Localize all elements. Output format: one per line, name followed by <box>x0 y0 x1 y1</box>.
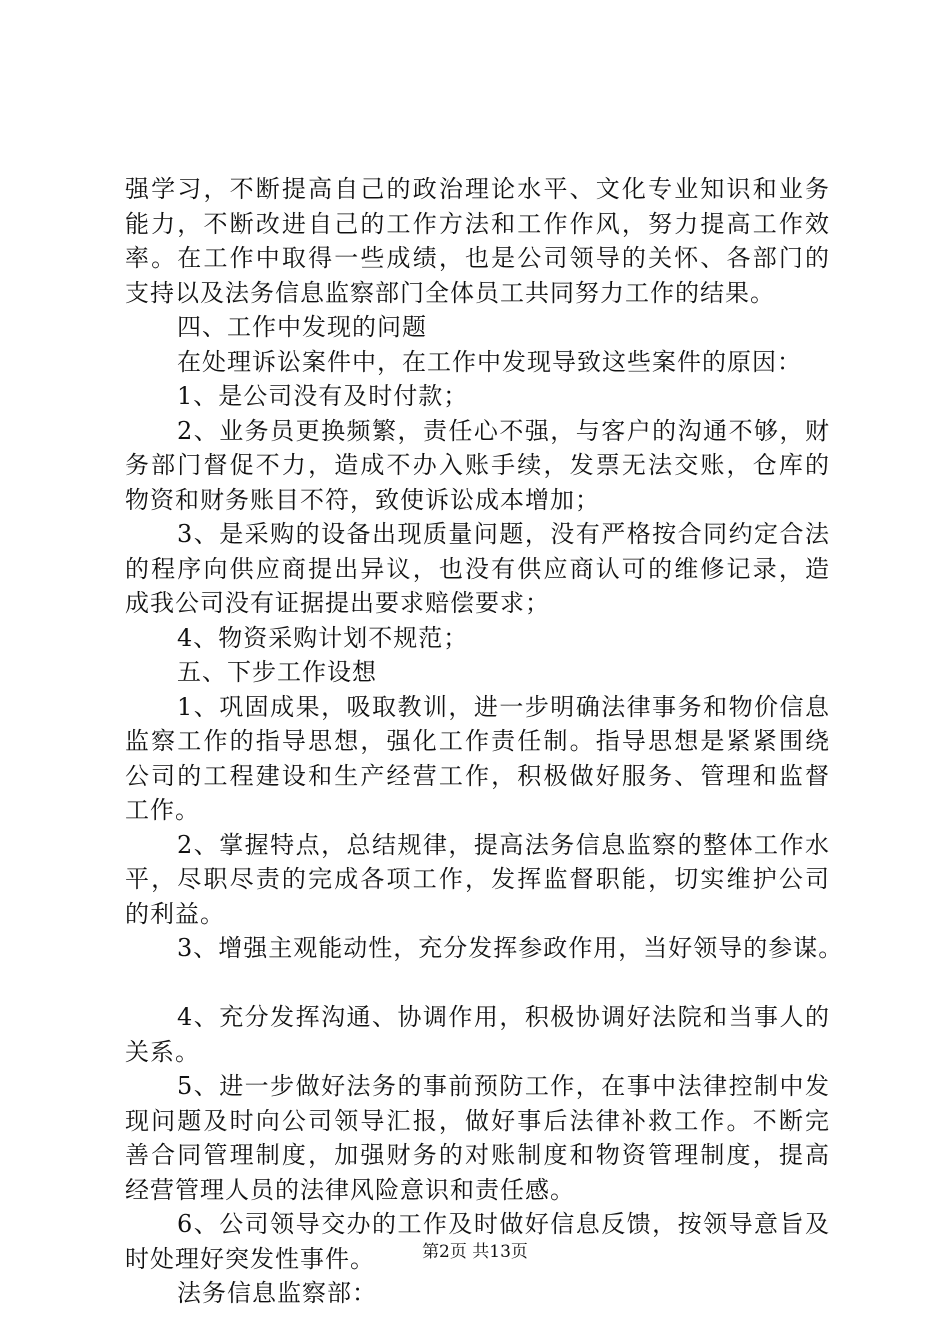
text-line: 率。在工作中取得一些成绩，也是公司领导的关怀、各部门的 <box>125 244 830 272</box>
text-line: 4、充分发挥沟通、协调作用，积极协调好法院和当事人的 <box>177 1003 830 1031</box>
text-line: 工作。 <box>125 796 200 824</box>
text-line: 法务信息监察部： <box>177 1279 377 1307</box>
text-line: 平，尽职尽责的完成各项工作，发挥监督职能，切实维护公司 <box>125 865 830 893</box>
text-line: 的利益。 <box>125 899 225 928</box>
text-line: 1、巩固成果，吸取教训，进一步明确法律事务和物价信息 <box>177 692 830 721</box>
text-line: 3、是采购的设备出现质量问题，没有严格按合同约定合法 <box>177 520 830 548</box>
text-line: 现问题及时向公司领导汇报，做好事后法律补救工作。不断完 <box>125 1106 830 1135</box>
text-line: 五、下步工作设想 <box>177 658 377 686</box>
document-body <box>125 172 844 1311</box>
text-line: 5、进一步做好法务的事前预防工作，在事中法律控制中发 <box>177 1072 830 1100</box>
text-line: 监察工作的指导思想，强化工作责任制。指导思想是紧紧围绕 <box>125 727 830 755</box>
text-line: 的程序向供应商提出异议，也没有供应商认可的维修记录，造 <box>125 554 830 583</box>
text-line: 四、工作中发现的问题 <box>177 313 427 341</box>
text-line: 时处理好突发性事件。 <box>125 1244 375 1273</box>
text-line: 善合同管理制度，加强财务的对账制度和物资管理制度，提高 <box>125 1141 830 1169</box>
text-line: 6、公司领导交办的工作及时做好信息反馈，按领导意旨及 <box>177 1210 830 1238</box>
blank-line <box>125 966 830 1001</box>
text-line: 4、物资采购计划不规范； <box>177 623 469 652</box>
text-line: 2、掌握特点，总结规律，提高法务信息监察的整体工作水 <box>177 830 830 859</box>
text-line: 在处理诉讼案件中，在工作中发现导致这些案件的原因： <box>177 347 802 376</box>
text-line: 成我公司没有证据提出要求赔偿要求； <box>125 589 550 617</box>
page-footer: 第2页 共13页 <box>422 1242 528 1262</box>
text-line: 强学习，不断提高自己的政治理论水平、文化专业知识和业务 <box>125 175 830 203</box>
text-line: 支持以及法务信息监察部门全体员工共同努力工作的结果。 <box>125 278 775 307</box>
text-line: 公司的工程建设和生产经营工作，积极做好服务、管理和监督 <box>125 761 830 790</box>
text-line: 物资和财务账目不符，致使诉讼成本增加； <box>125 485 600 514</box>
text-line: 经营管理人员的法律风险意识和责任感。 <box>125 1175 575 1204</box>
text-line: 关系。 <box>125 1037 200 1066</box>
text-line: 能力，不断改进自己的工作方法和工作作风，努力提高工作效 <box>125 209 830 238</box>
text-line: 务部门督促不力，造成不办入账手续，发票无法交账，仓库的 <box>125 451 830 479</box>
text-line: 1、是公司没有及时付款； <box>177 382 469 410</box>
text-line: 2、业务员更换频繁，责任心不强，与客户的沟通不够，财 <box>177 416 830 445</box>
text-line: 3、增强主观能动性，充分发挥参政作用，当好领导的参谋。 <box>177 934 844 962</box>
